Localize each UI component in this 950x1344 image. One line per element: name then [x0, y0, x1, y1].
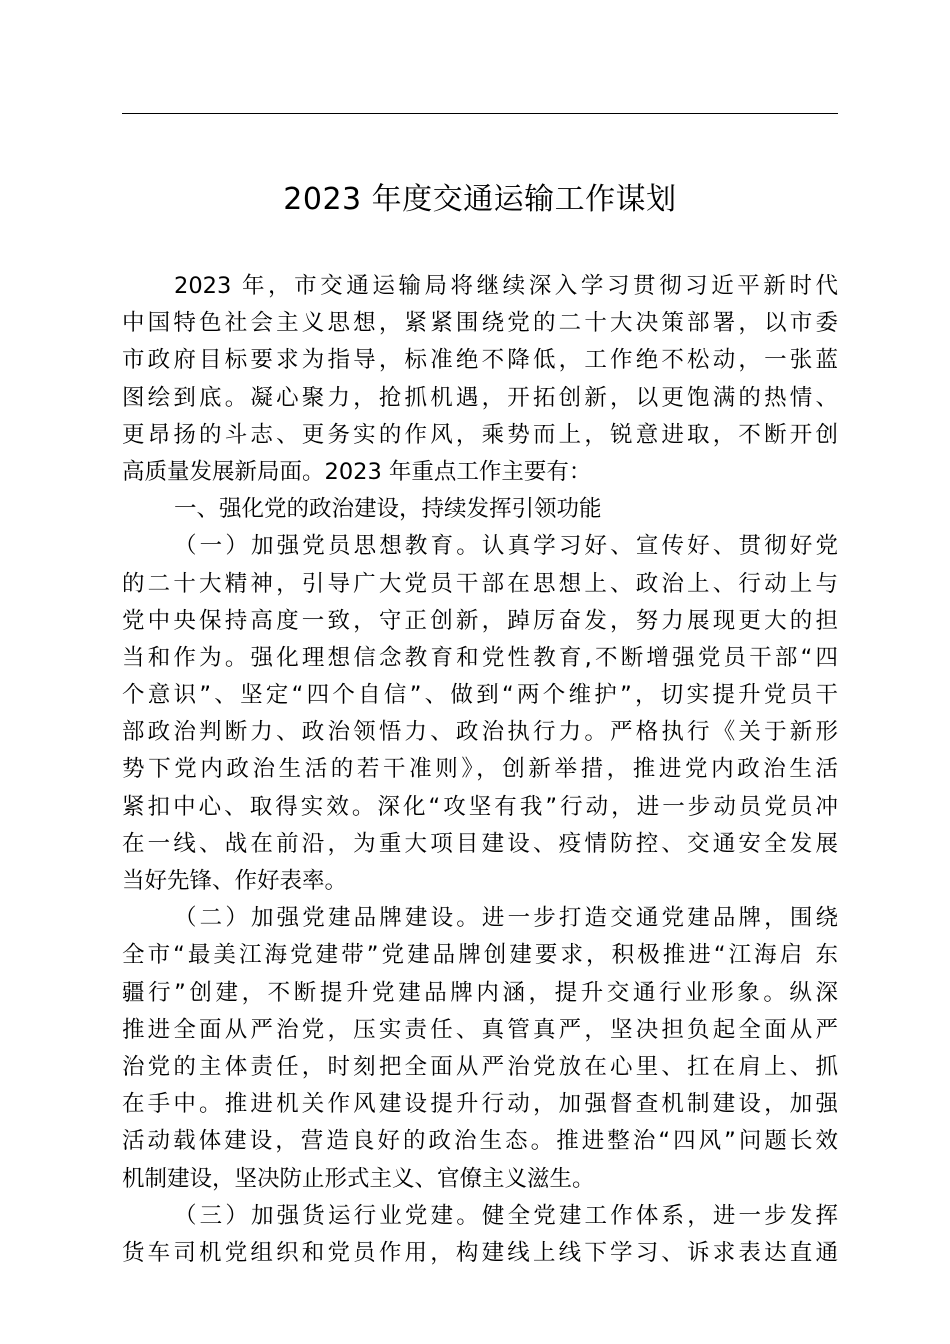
document-body: [122, 268, 838, 1272]
body-line: 全市“最美江海党建带”党建品牌创建要求，积极推进“江海启 东: [122, 942, 838, 969]
body-line: 市政府目标要求为指导，标准绝不降低，工作绝不松动，一张蓝: [122, 347, 838, 374]
document-title: 2023 年度交通运输工作谋划: [283, 182, 677, 217]
body-line: 活动载体建设，营造良好的政治生态。推进整治“四风”问题长效: [122, 1128, 838, 1155]
body-line: 势下党内政治生活的若干准则》，创新举措，推进党内政治生活: [122, 756, 838, 783]
body-line: 更昂扬的斗志、更务实的作风，乘势而上，锐意进取，不断开创: [122, 421, 838, 448]
body-line: 治党的主体责任，时刻把全面从严治党放在心里、扛在肩上、抓: [122, 1053, 838, 1080]
body-line: 一、强化党的政治建设，持续发挥引领功能: [174, 496, 602, 523]
body-line: 的二十大精神，引导广大党员干部在思想上、政治上、行动上与: [122, 570, 838, 597]
body-line: （一）加强党员思想教育。认真学习好、宣传好、贯彻好党: [174, 533, 838, 560]
body-line: 货车司机党组织和党员作用，构建线上线下学习、诉求表达直通: [122, 1239, 838, 1266]
body-line: 高质量发展新局面。2023 年重点工作主要有：: [122, 458, 592, 485]
body-line: 党中央保持高度一致，守正创新，踔厉奋发，努力展现更大的担: [122, 607, 838, 634]
body-line: 机制建设，坚决防止形式主义、官僚主义滋生。: [122, 1165, 595, 1192]
body-line: 当好先锋、作好表率。: [122, 868, 348, 894]
body-line: 疆行”创建，不断提升党建品牌内涵，提升交通行业形象。纵深: [122, 979, 838, 1006]
body-line: 2023 年，市交通运输局将继续深入学习贯彻习近平新时代: [174, 273, 838, 299]
body-line: 在一线、战在前沿，为重大项目建设、疫情防控、交通安全发展: [122, 830, 838, 857]
body-line: 图绘到底。凝心聚力，抢抓机遇，开拓创新，以更饱满的热情、: [122, 384, 838, 411]
body-line: 个意识”、坚定“四个自信”、做到“两个维护”，切实提升党员干: [122, 682, 838, 709]
body-line: 紧扣中心、取得实效。深化“攻坚有我”行动，进一步动员党员冲: [122, 793, 838, 820]
body-line: 部政治判断力、政治领悟力、政治执行力。严格执行《关于新形: [122, 719, 838, 746]
body-line: （三）加强货运行业党建。健全党建工作体系，进一步发挥: [174, 1202, 838, 1229]
body-line: 当和作为。强化理想信念教育和党性教育,不断增强党员干部“四: [122, 644, 838, 671]
body-line: （二）加强党建品牌建设。进一步打造交通党建品牌，围绕: [174, 905, 838, 932]
body-line: 推进全面从严治党，压实责任、真管真严，坚决担负起全面从严: [122, 1016, 838, 1043]
header-rule: [122, 113, 838, 114]
body-line: 中国特色社会主义思想，紧紧围绕党的二十大决策部署，以市委: [122, 310, 838, 337]
body-line: 在手中。推进机关作风建设提升行动，加强督查机制建设，加强: [122, 1091, 838, 1118]
